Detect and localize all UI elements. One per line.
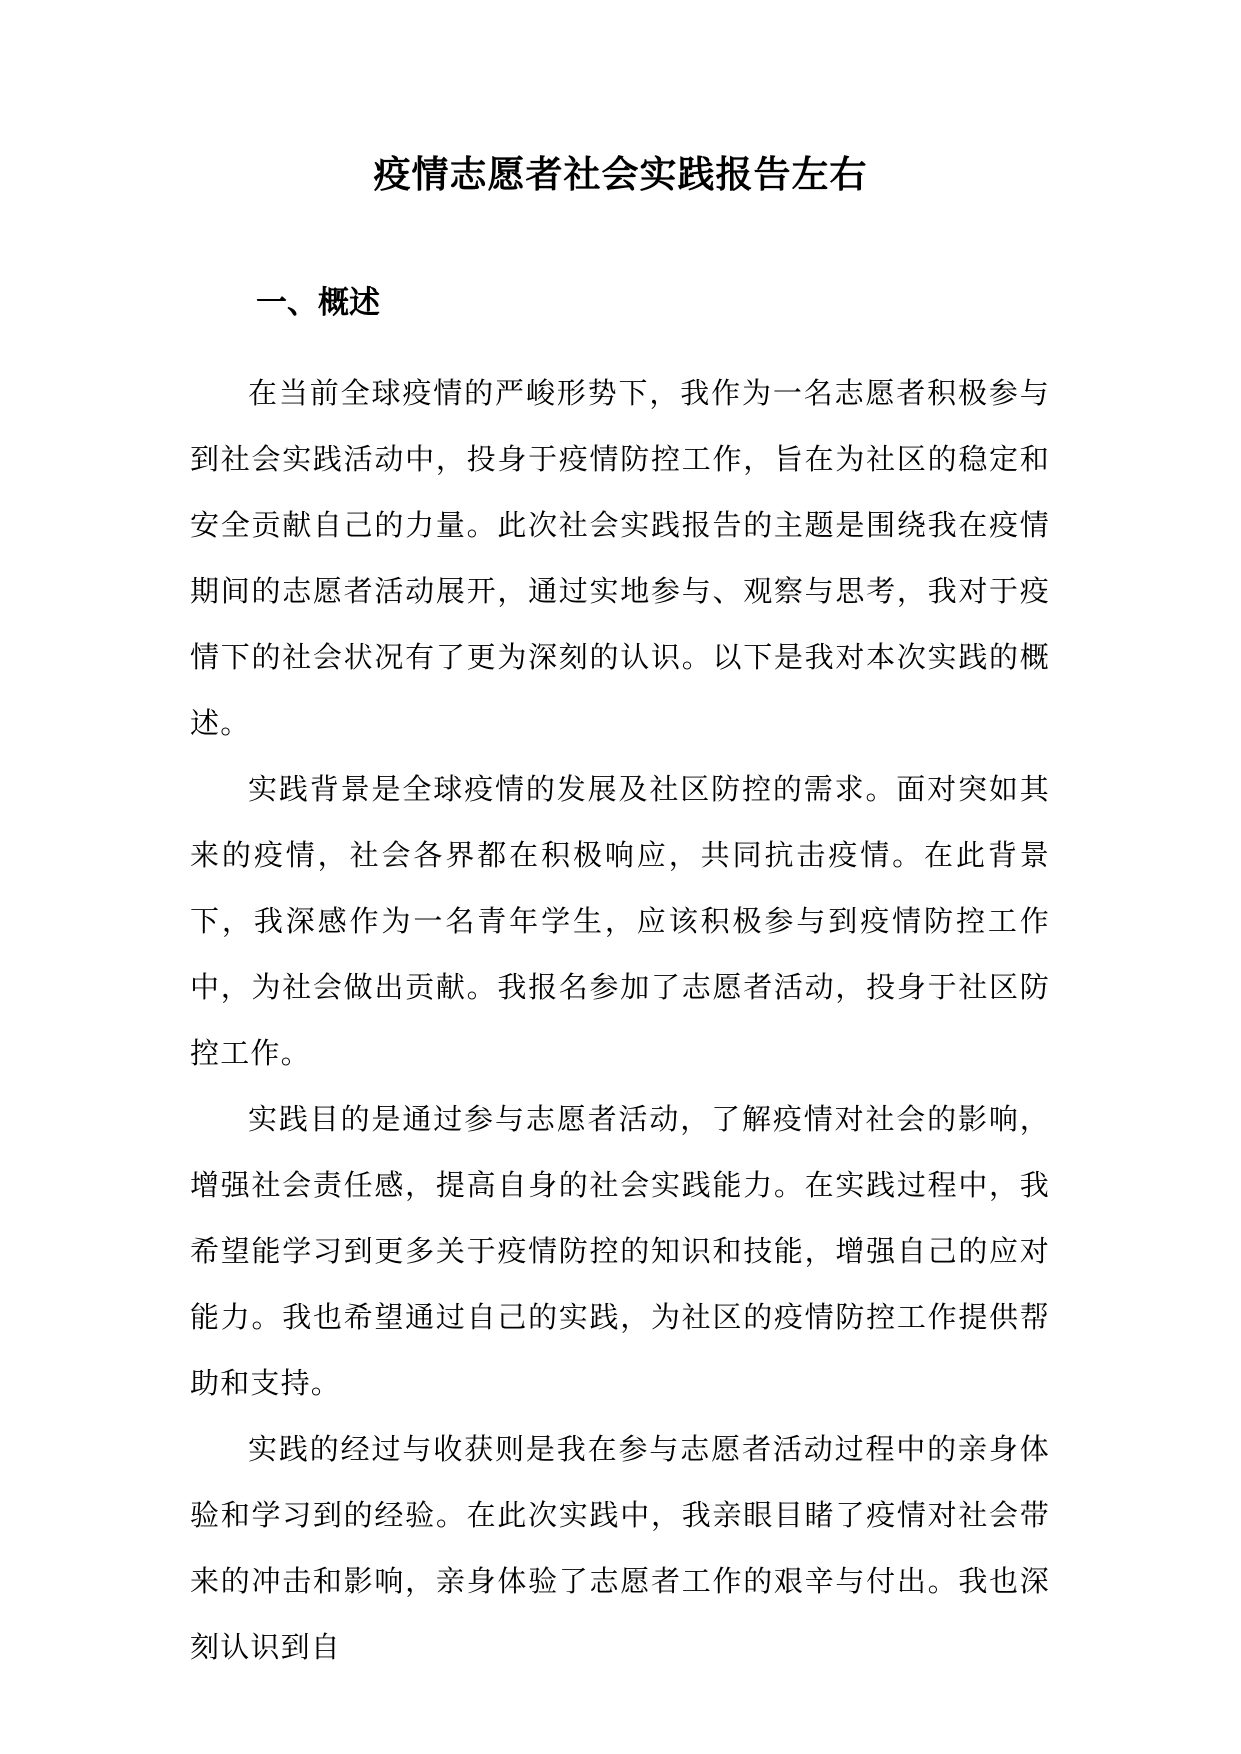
section-heading-overview: 一、概述	[256, 285, 380, 321]
paragraph: 在当前全球疫情的严峻形势下，我作为一名志愿者积极参与到社会实践活动中，投身于疫情防控工作，旨在为社区的稳定和安全贡献自己的力量。此次社会实践报告的主题是围绕我在疫情期间的志愿者活动展开，通过实地参与、观察与思考，我对于疫情下的社会状况有了更为深刻的认识。以下是我对本次实践的概述。	[190, 376, 1050, 740]
paragraph: 实践背景是全球疫情的发展及社区防控的需求。面对突如其来的疫情，社会各界都在积极响应，共同抗击疫情。在此背景下，我深感作为一名青年学生，应该积极参与到疫情防控工作中，为社会做出贡献。我报名参加了志愿者活动，投身于社区防控工作。	[190, 772, 1050, 1070]
paragraph: 实践的经过与收获则是我在参与志愿者活动过程中的亲身体验和学习到的经验。在此次实践中，我亲眼目睹了疫情对社会带来的冲击和影响，亲身体验了志愿者工作的艰辛与付出。我也深刻认识到自	[190, 1432, 1050, 1664]
body-text	[190, 360, 1050, 1680]
paragraph: 实践目的是通过参与志愿者活动，了解疫情对社会的影响，增强社会责任感，提高自身的社会实践能力。在实践过程中，我希望能学习到更多关于疫情防控的知识和技能，增强自己的应对能力。我也希望通过自己的实践，为社区的疫情防控工作提供帮助和支持。	[190, 1102, 1050, 1400]
page-title: 疫情志愿者社会实践报告左右	[373, 153, 868, 196]
